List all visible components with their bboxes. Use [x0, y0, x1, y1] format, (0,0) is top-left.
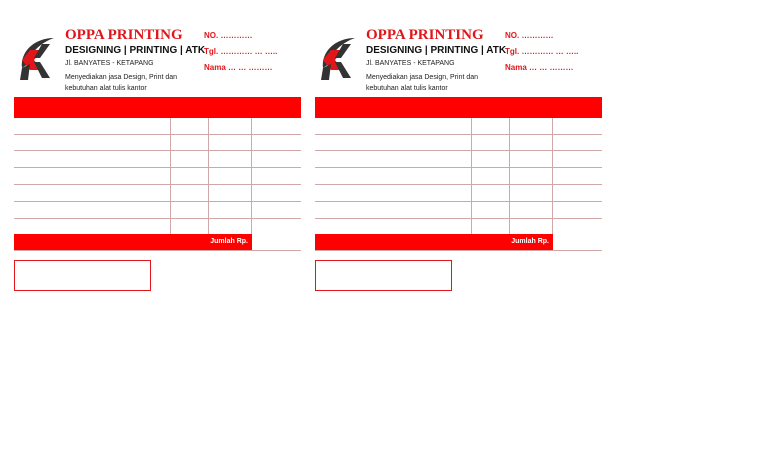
company-tagline: DESIGNING | PRINTING | ATK [366, 45, 507, 56]
table-row [14, 167, 301, 168]
table-row [315, 167, 602, 168]
table-row [315, 201, 602, 202]
table-footer [14, 234, 252, 250]
table-row [14, 201, 301, 202]
total-label: Jumlah Rp. [511, 238, 549, 245]
column-divider [251, 118, 252, 235]
signature-box [315, 260, 452, 291]
table-row [14, 218, 301, 219]
items-table [14, 97, 301, 251]
table-row [14, 250, 301, 251]
table-row [315, 150, 602, 151]
column-divider [552, 118, 553, 235]
company-logo-icon [317, 34, 361, 88]
table-header [14, 97, 301, 118]
company-name: OPPA PRINTING [366, 27, 484, 43]
table-row [315, 218, 602, 219]
table-footer [315, 234, 553, 250]
receipt-left [14, 0, 302, 300]
table-row [14, 134, 301, 135]
table-header [315, 97, 602, 118]
table-row [315, 184, 602, 185]
customer-name-field[interactable]: Nama … … ……… [204, 63, 273, 72]
column-divider [208, 118, 209, 235]
column-divider [509, 118, 510, 235]
receipt-date-field[interactable]: Tgl. ………… … ….. [505, 47, 579, 56]
company-description: Menyediakan jasa Design, Print dan kebutuhan alat tulis kantor [366, 74, 479, 92]
total-label: Jumlah Rp. [210, 238, 248, 245]
receipt-number-field[interactable]: NO. ………… [505, 31, 554, 40]
table-row [315, 250, 602, 251]
items-table [315, 97, 602, 251]
company-address: Jl. BANYATES - KETAPANG [65, 60, 154, 67]
receipt-date-field[interactable]: Tgl. ………… … ….. [204, 47, 278, 56]
signature-box [14, 260, 151, 291]
customer-name-field[interactable]: Nama … … ……… [505, 63, 574, 72]
column-divider [170, 118, 171, 235]
column-divider [471, 118, 472, 235]
receipt-number-field[interactable]: NO. ………… [204, 31, 253, 40]
company-name: OPPA PRINTING [65, 27, 183, 43]
company-address: Jl. BANYATES - KETAPANG [366, 60, 455, 67]
table-row [14, 184, 301, 185]
table-row [315, 134, 602, 135]
company-description: Menyediakan jasa Design, Print dan kebutuhan alat tulis kantor [65, 74, 178, 92]
company-tagline: DESIGNING | PRINTING | ATK [65, 45, 206, 56]
company-logo-icon [16, 34, 60, 88]
table-row [14, 150, 301, 151]
receipt-right [315, 0, 603, 300]
